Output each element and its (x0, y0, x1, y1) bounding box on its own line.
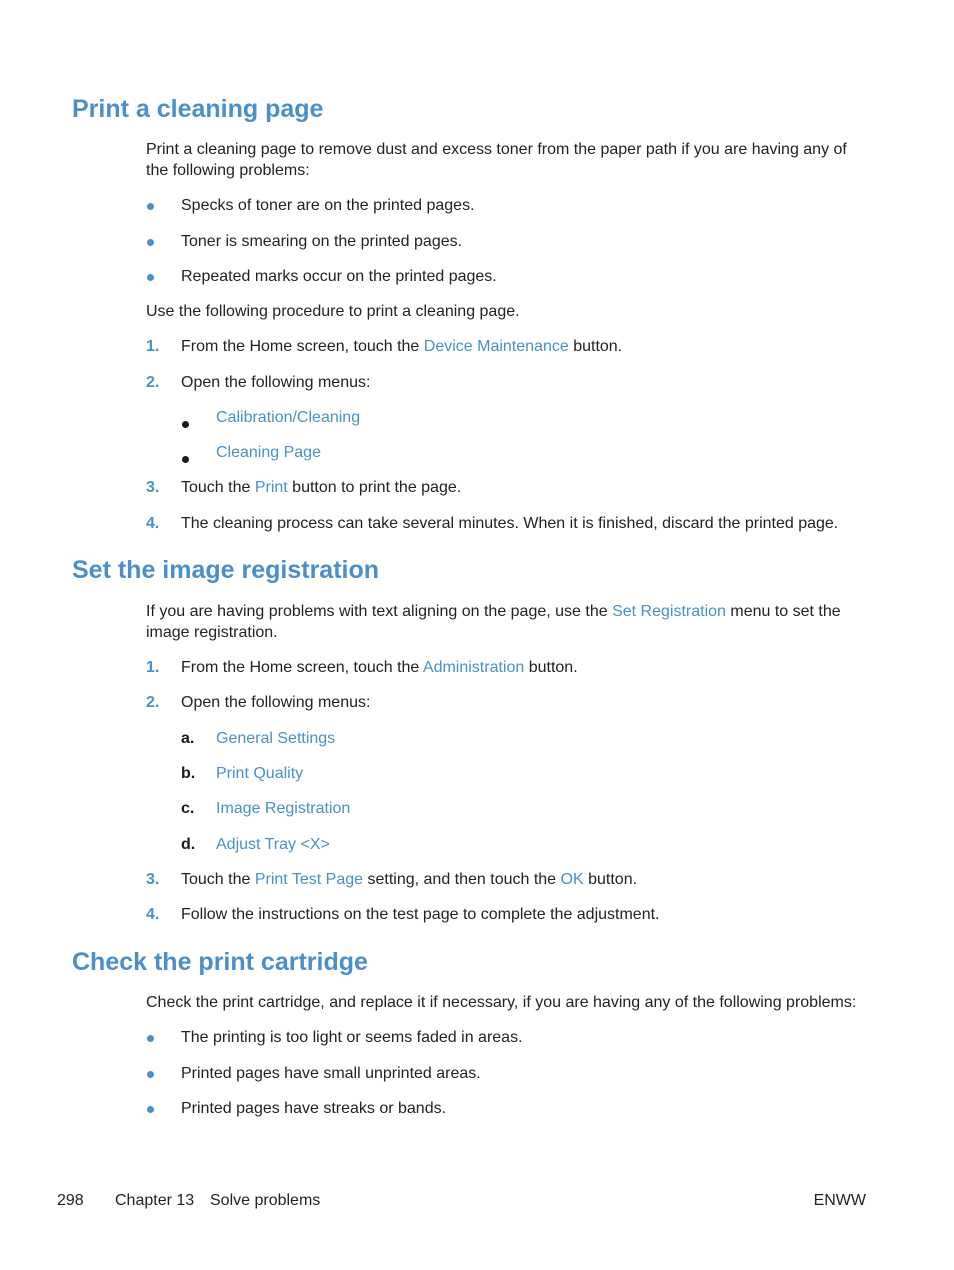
step-number: 3. (146, 479, 160, 496)
list-item: Specks of toner are on the printed pages. (181, 197, 475, 214)
ui-term-print-quality: Print Quality (216, 765, 304, 782)
ui-term-general-settings: General Settings (216, 730, 336, 747)
ui-term-adjust-tray: Adjust Tray <X> (216, 836, 330, 853)
step-number: 1. (146, 338, 160, 355)
intro-pre: If you are having problems with text aligning on the page, use the (146, 603, 613, 620)
ui-term-calibration-cleaning: Calibration/Cleaning (216, 409, 361, 426)
step-text-pre: From the Home screen, touch the (181, 659, 423, 676)
sub-step-letter: d. (181, 836, 196, 853)
step-number: 2. (146, 694, 160, 711)
step-text (181, 336, 622, 357)
step-text-pre: Touch the (181, 479, 255, 496)
step-text (181, 657, 578, 678)
intro-paragraph (146, 601, 872, 643)
intro-paragraph: Print a cleaning page to remove dust and excess toner from the paper path if you are having any of the following problems: (146, 141, 847, 179)
sub-step-letter: b. (181, 765, 196, 782)
step-text (181, 477, 461, 498)
list-item: Repeated marks occur on the printed pages. (181, 268, 497, 285)
step-text (181, 869, 637, 890)
step-number: 1. (146, 659, 160, 676)
bullet-icon (147, 1106, 154, 1113)
footer-chapter: Chapter 13 (115, 1192, 195, 1209)
bullet-icon (147, 203, 154, 210)
step-number: 4. (146, 906, 160, 923)
ui-term-administration: Administration (422, 659, 525, 676)
section-heading-image-registration: Set the image registration (72, 556, 380, 584)
footer-enww: ENWW (813, 1192, 866, 1209)
procedure-intro: Use the following procedure to print a cleaning page. (146, 303, 520, 320)
step-text-post: button. (583, 871, 638, 888)
intro-paragraph: Check the print cartridge, and replace it if necessary, if you are having any of the following problems: (146, 994, 857, 1011)
ui-term-ok: OK (560, 871, 584, 888)
intro-post: menu to set the image registration. (146, 603, 841, 641)
section-heading-print-cartridge: Check the print cartridge (72, 948, 368, 976)
step-text-mid: setting, and then touch the (363, 871, 561, 888)
list-item: Printed pages have streaks or bands. (181, 1100, 447, 1117)
step-text: Open the following menus: (181, 694, 371, 711)
step-number: 3. (146, 871, 160, 888)
step-text-post: button to print the page. (287, 479, 462, 496)
step-text: Follow the instructions on the test page to complete the adjustment. (181, 906, 660, 923)
ui-term-print: Print (254, 479, 288, 496)
step-number: 2. (146, 374, 160, 391)
ui-term-device-maintenance: Device Maintenance (423, 338, 569, 355)
sub-step-letter: c. (181, 800, 195, 817)
step-text-post: button. (524, 659, 578, 676)
step-text-pre: Touch the (181, 871, 255, 888)
list-item: Toner is smearing on the printed pages. (181, 233, 463, 250)
step-text-post: button. (568, 338, 623, 355)
page-number: 298 (57, 1192, 84, 1209)
ui-term-image-registration: Image Registration (216, 800, 351, 817)
bullet-icon (147, 1071, 154, 1078)
bullet-icon (182, 421, 189, 428)
list-item: The printing is too light or seems faded in areas. (181, 1029, 523, 1046)
bullet-icon (147, 239, 154, 246)
sub-step-letter: a. (181, 730, 195, 747)
ui-term-cleaning-page: Cleaning Page (216, 444, 321, 461)
footer-chapter-title: Solve problems (210, 1192, 321, 1209)
section-heading-cleaning-page: Print a cleaning page (72, 95, 324, 123)
bullet-icon (147, 1035, 154, 1042)
ui-term-set-registration: Set Registration (612, 603, 726, 620)
list-item: Printed pages have small unprinted areas. (181, 1065, 481, 1082)
ui-term-print-test-page: Print Test Page (254, 871, 364, 888)
step-text: The cleaning process can take several minutes. When it is finished, discard the printed page. (181, 515, 839, 532)
step-text-pre: From the Home screen, touch the (181, 338, 424, 355)
bullet-icon (147, 274, 154, 281)
bullet-icon (182, 456, 189, 463)
step-text: Open the following menus: (181, 374, 371, 391)
step-number: 4. (146, 515, 160, 532)
